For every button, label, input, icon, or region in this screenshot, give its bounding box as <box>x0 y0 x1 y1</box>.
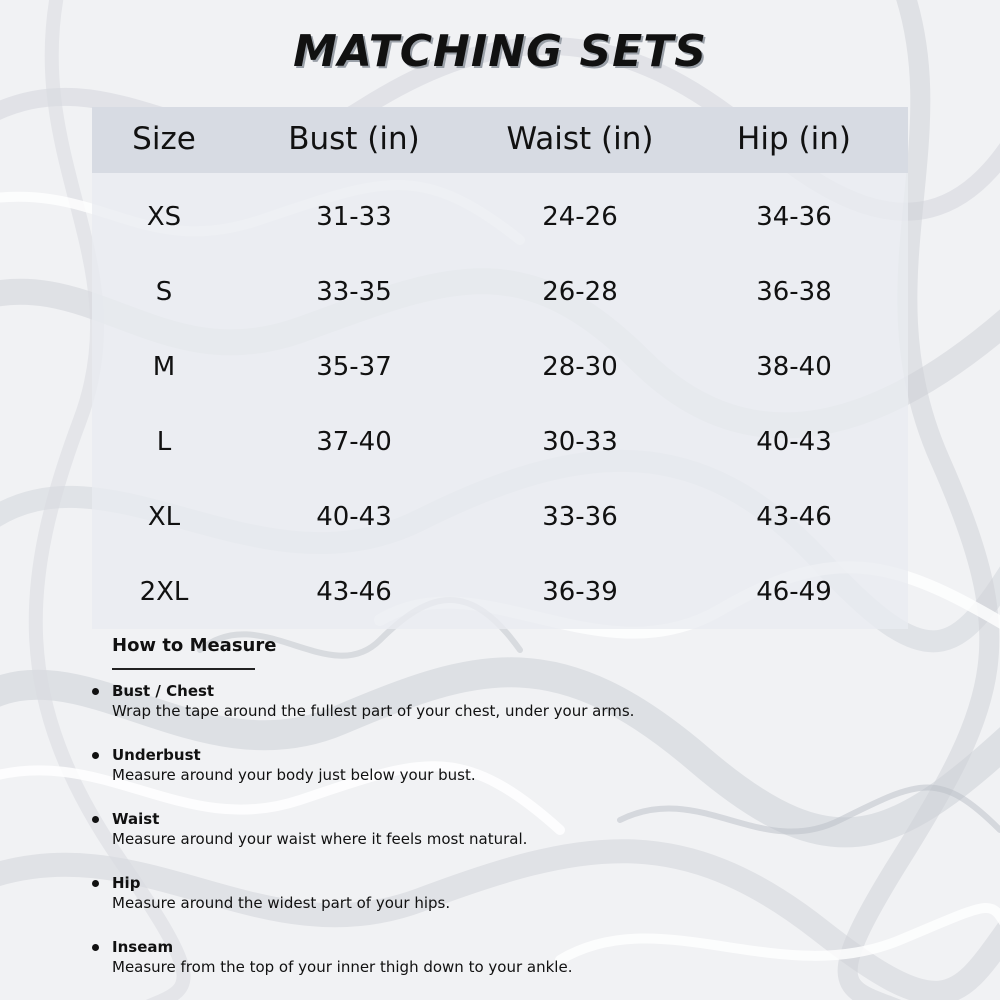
size-cell: M <box>152 352 176 382</box>
size-chart-table <box>92 107 908 629</box>
bust-cell: 37-40 <box>316 427 392 457</box>
bust-cell: 35-37 <box>316 352 392 382</box>
how-to-measure-heading: How to Measure <box>112 635 277 656</box>
bullet-icon <box>92 688 99 695</box>
measure-item-description: Measure around your waist where it feels most natural. <box>112 830 528 848</box>
waist-cell: 30-33 <box>542 427 618 457</box>
waist-cell: 26-28 <box>542 277 618 307</box>
measure-item-description: Wrap the tape around the fullest part of your chest, under your arms. <box>112 702 635 720</box>
measure-item-name: Hip <box>112 874 141 892</box>
hip-cell: 40-43 <box>756 427 832 457</box>
measure-item-name: Bust / Chest <box>112 682 215 700</box>
size-cell: 2XL <box>139 577 189 607</box>
waist-cell: 36-39 <box>542 577 618 607</box>
size-cell: XL <box>147 502 181 532</box>
size-cell: L <box>156 427 172 457</box>
waist-cell: 24-26 <box>542 202 618 232</box>
hip-cell: 46-49 <box>756 577 832 607</box>
header-bust: Bust (in) <box>288 121 420 157</box>
bust-cell: 43-46 <box>316 577 392 607</box>
hip-cell: 43-46 <box>756 502 832 532</box>
bullet-icon <box>92 752 99 759</box>
waist-cell: 33-36 <box>542 502 618 532</box>
bullet-icon <box>92 944 99 951</box>
size-cell: S <box>155 277 173 307</box>
hip-cell: 38-40 <box>756 352 832 382</box>
measure-item-description: Measure around the widest part of your hips. <box>112 894 451 912</box>
heading-underline <box>112 668 255 670</box>
header-hip: Hip (in) <box>737 121 851 157</box>
header-size: Size <box>132 121 196 157</box>
measure-item-description: Measure from the top of your inner thigh down to your ankle. <box>112 958 573 976</box>
table-header-row <box>92 107 908 173</box>
measure-item-name: Inseam <box>112 938 174 956</box>
header-waist: Waist (in) <box>506 121 654 157</box>
page-title: MATCHING SETS <box>293 26 707 77</box>
hip-cell: 36-38 <box>756 277 832 307</box>
size-cell: XS <box>146 202 182 232</box>
bust-cell: 31-33 <box>316 202 392 232</box>
bullet-icon <box>92 816 99 823</box>
bullet-icon <box>92 880 99 887</box>
measure-item-name: Waist <box>112 810 160 828</box>
measure-item-name: Underbust <box>112 746 201 764</box>
measure-item-description: Measure around your body just below your bust. <box>112 766 476 784</box>
hip-cell: 34-36 <box>756 202 832 232</box>
waist-cell: 28-30 <box>542 352 618 382</box>
bust-cell: 40-43 <box>316 502 392 532</box>
bust-cell: 33-35 <box>316 277 392 307</box>
